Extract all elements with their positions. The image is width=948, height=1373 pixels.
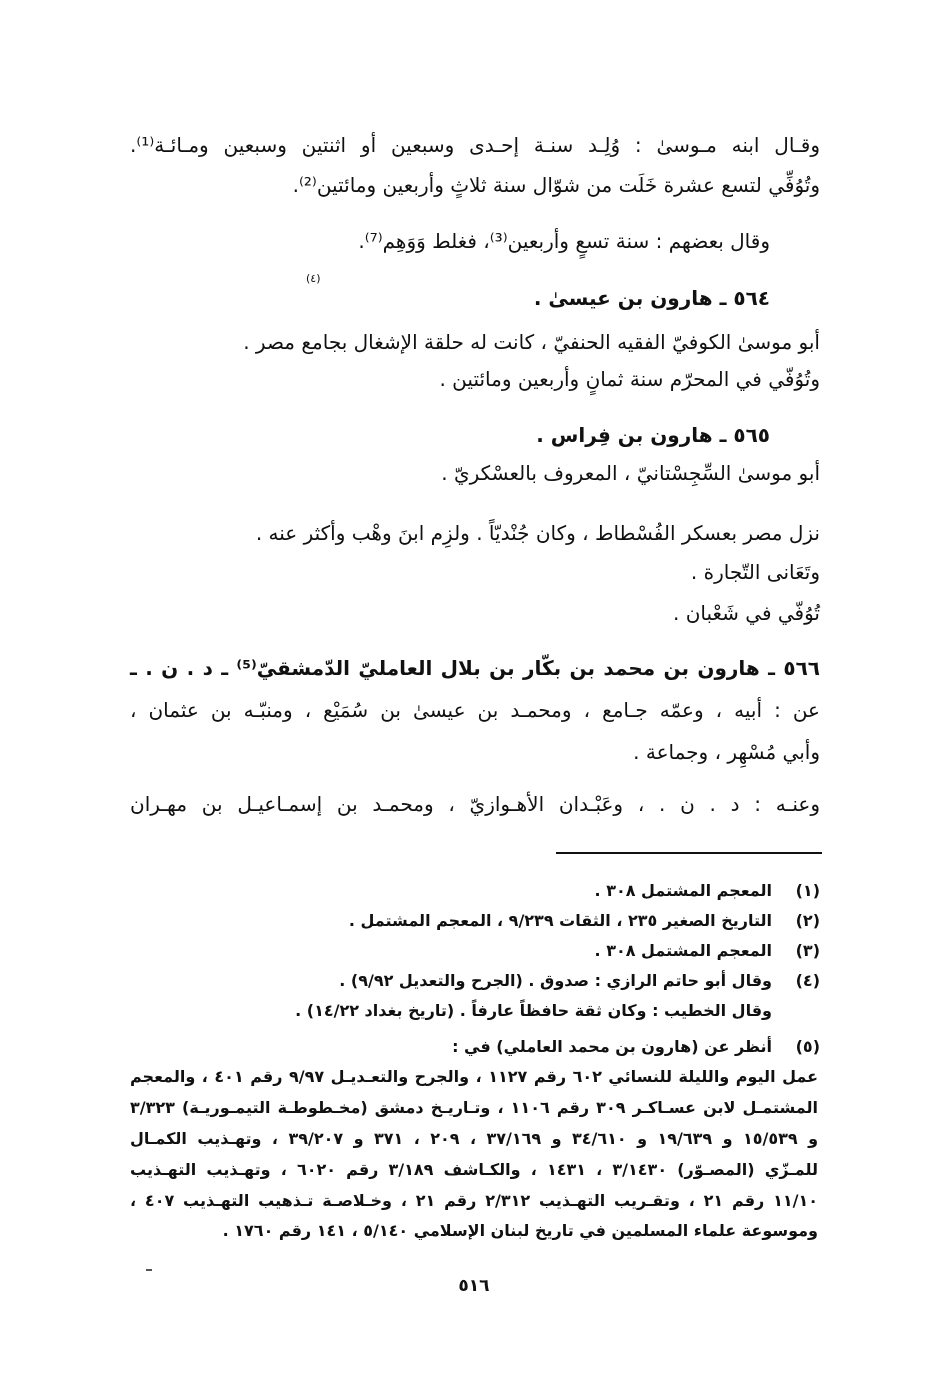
footnote-3-text: المعجم المشتمل ٣٠٨ .	[594, 941, 772, 960]
scan-speck	[146, 1269, 152, 1271]
footnote-marker-4: (٤)	[306, 272, 321, 285]
entry-566-title: ٥٦٦ ـ هارون بن محمد بن بكّار بن بلال العامليّ الدّمشقيّ⁽⁵⁾ ـ د . ن . ـ	[130, 656, 820, 680]
entry-566-line-3: وعنـه : د . ن . ، وعَبْـدان الأهـوازيّ ، ومحمـد بن إسمـاعيـل بن مهـران	[130, 792, 820, 816]
body-line-3: وقال بعضهم : سنة تسعٍ وأربعين⁽³⁾، فغلط وَوَهِم⁽⁷⁾.	[358, 229, 770, 253]
entry-566-line-1: عن : أبيه ، وعمّه جـامع ، ومحمـد بن عيسىٰ بن سُمَيْع ، ومنبّـه بن عثمان ،	[130, 698, 820, 722]
footnote-3-number: (٣)	[795, 941, 820, 960]
footnote-1-text: المعجم المشتمل ٣٠٨ .	[594, 881, 772, 900]
entry-565-line-3: وتَعَانى التّجارة .	[690, 560, 820, 584]
footnote-2-text: التاريخ الصغير ٢٣٥ ، الثقات ٩/٢٣٩ ، المعجم المشتمل .	[348, 911, 772, 930]
body-line-1: وقـال ابنه مـوسىٰ : وُلِـد سنـة إحـدى وسبعين أو اثنتين وسبعين ومـائـة⁽¹⁾.	[130, 133, 820, 157]
entry-565-line-2: نزل مصر بعسكر الفُسْطاط ، وكان جُنْديّاً . ولزِم ابنَ وهْب وأكثر عنه .	[255, 521, 820, 545]
footnote-5-text-4: و ١٥/٥٣٩ و ١٩/٦٣٩ و ٣٤/٦١٠ و ٣٧/١٦٩ ، ٢٠٩ ، ٣٧١ و ٣٩/٢٠٧ ، وتهـذيب الكمـال	[130, 1129, 819, 1148]
footnote-separator	[556, 852, 822, 854]
footnote-5-text-6: ١١/١٠ رقم ٢١ ، وتقـريب التهـذيب ٢/٣١٢ رقم ٢١ ، وخـلاصـة تـذهيب التهـذيب ٤٠٧ ،	[130, 1191, 819, 1210]
footnote-5-text-1: أنظر عن (هارون بن محمد العاملي) في :	[452, 1037, 772, 1056]
footnote-5-text-5: للمـزّي (المصـوّر) ٣/١٤٣٠ ، ١٤٣١ ، والكـاشف ٣/١٨٩ رقم ٦٠٢٠ ، وتهـذيب التهـذيب	[130, 1160, 819, 1179]
entry-565-line-1: أبو موسىٰ السِّجِسْتانيّ ، المعروف بالعسْكريّ .	[441, 461, 820, 485]
page-number: ٥١٦	[458, 1276, 490, 1296]
footnote-5-number: (٥)	[795, 1037, 820, 1056]
footnote-4-number: (٤)	[795, 971, 820, 990]
entry-564-line-2: وتُوُفّي في المحرّم سنة ثمانٍ وأربعين ومائتين .	[439, 367, 820, 391]
footnote-5-text-3: المشتمـل لابن عسـاكـر ٣٠٩ رقم ١١٠٦ ، وتـاريـخ دمشق (مخـطوطـة التيمـوريـة) ٣/٣٢٣	[130, 1098, 819, 1117]
entry-565-line-4: تُوُفّي في شَعْبان .	[672, 601, 820, 625]
body-line-2: وتُوُفِّي لتسع عشرة خَلَت من شوّال سنة ثلاثٍ وأربعين ومائتين⁽²⁾.	[292, 173, 820, 197]
footnote-1-number: (١)	[795, 881, 820, 900]
footnote-5-text-2: عمل اليوم والليلة للنسائي ٦٠٢ رقم ١١٢٧ ، والجرح والتعـديـل ٩/٩٧ رقم ٤٠١ ، والمعجم	[130, 1067, 819, 1086]
footnote-4-text-2: وقال الخطيب : وكان ثقة حافظاً عارفاً . (تاريخ بغداد ١٤/٢٢) .	[295, 1001, 772, 1020]
footnote-5-text-7: وموسوعة علماء المسلمين في تاريخ لبنان الإسلامي ٥/١٤٠ ، ١٤١ رقم ١٧٦٠ .	[222, 1221, 818, 1240]
footnote-4-text-1: وقال أبو حاتم الرازي : صدوق . (الجرح والتعديل ٩/٩٢) .	[339, 971, 772, 990]
footnote-2-number: (٢)	[795, 911, 820, 930]
entry-566-line-2: وأبي مُسْهِر ، وجماعة .	[633, 740, 820, 764]
entry-564-line-1: أبو موسىٰ الكوفيّ الفقيه الحنفيّ ، كانت له حلقة الإشغال بجامع مصر .	[243, 330, 820, 354]
entry-565-title: ٥٦٥ ـ هارون بن فِراس .	[536, 423, 770, 447]
entry-564-title: ٥٦٤ ـ هارون بن عيسىٰ .	[533, 286, 770, 310]
